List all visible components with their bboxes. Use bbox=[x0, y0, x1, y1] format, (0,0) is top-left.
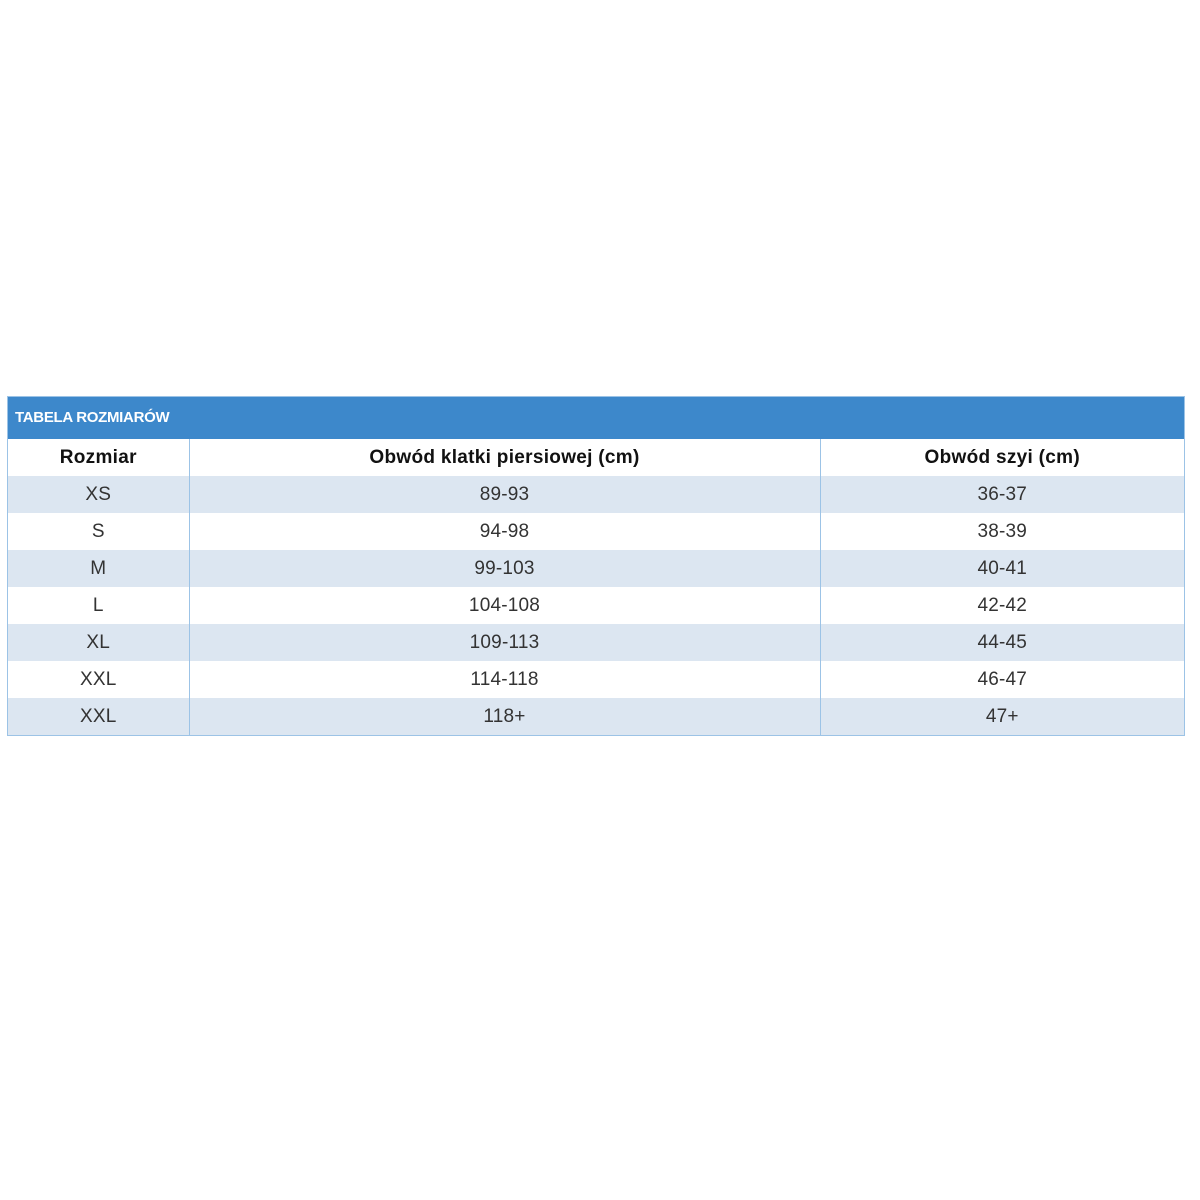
size-chart bbox=[7, 396, 1185, 736]
size-table bbox=[8, 439, 1184, 735]
cell-chest: 99-103 bbox=[189, 550, 820, 587]
table-row bbox=[8, 698, 1184, 735]
cell-chest: 94-98 bbox=[189, 513, 820, 550]
cell-neck: 46-47 bbox=[820, 661, 1184, 698]
table-row bbox=[8, 661, 1184, 698]
cell-neck: 42-42 bbox=[820, 587, 1184, 624]
table-header-row bbox=[8, 439, 1184, 476]
cell-chest: 118+ bbox=[189, 698, 820, 735]
cell-size: XXL bbox=[8, 698, 189, 735]
table-row bbox=[8, 550, 1184, 587]
table-row bbox=[8, 624, 1184, 661]
cell-chest: 109-113 bbox=[189, 624, 820, 661]
table-row bbox=[8, 587, 1184, 624]
cell-neck: 47+ bbox=[820, 698, 1184, 735]
cell-chest: 104-108 bbox=[189, 587, 820, 624]
cell-chest: 114-118 bbox=[189, 661, 820, 698]
header-chest-circumference: Obwód klatki piersiowej (cm) bbox=[189, 439, 820, 476]
cell-size: S bbox=[8, 513, 189, 550]
cell-size: XL bbox=[8, 624, 189, 661]
cell-size: XS bbox=[8, 476, 189, 513]
size-chart-title: TABELA ROZMIARÓW bbox=[8, 397, 1184, 439]
cell-neck: 36-37 bbox=[820, 476, 1184, 513]
header-neck-circumference: Obwód szyi (cm) bbox=[820, 439, 1184, 476]
cell-neck: 38-39 bbox=[820, 513, 1184, 550]
cell-neck: 44-45 bbox=[820, 624, 1184, 661]
header-size: Rozmiar bbox=[8, 439, 189, 476]
cell-chest: 89-93 bbox=[189, 476, 820, 513]
cell-size: M bbox=[8, 550, 189, 587]
cell-neck: 40-41 bbox=[820, 550, 1184, 587]
cell-size: L bbox=[8, 587, 189, 624]
table-row bbox=[8, 476, 1184, 513]
table-row bbox=[8, 513, 1184, 550]
cell-size: XXL bbox=[8, 661, 189, 698]
